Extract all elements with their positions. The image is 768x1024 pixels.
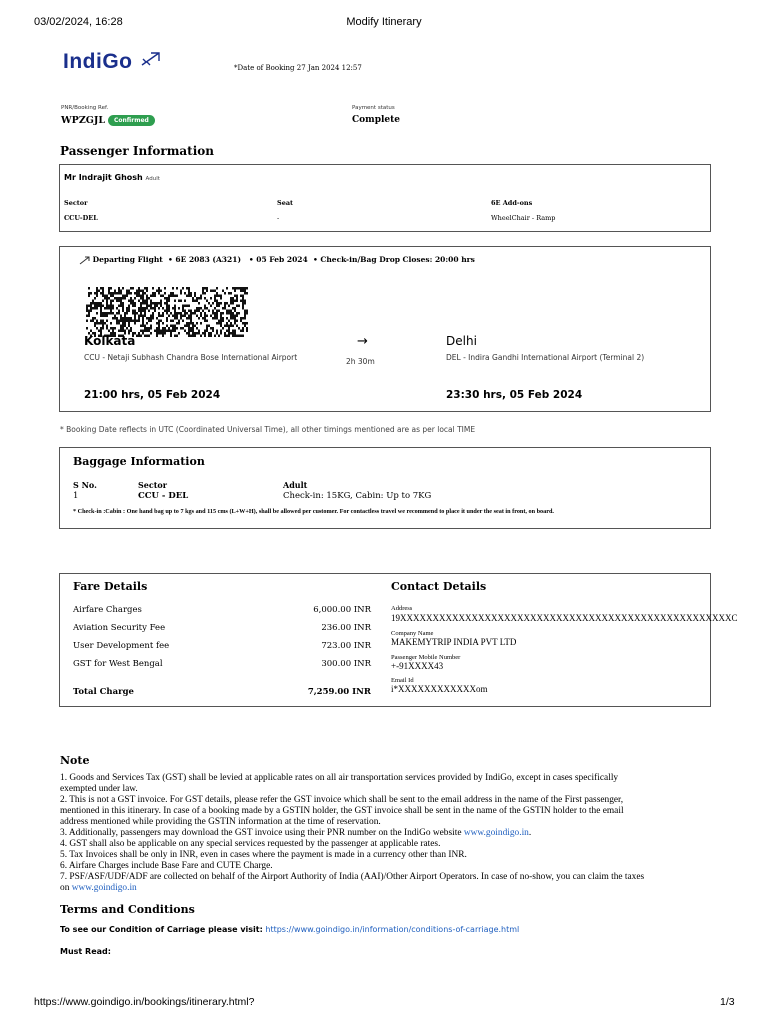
fare-item-label: Airfare Charges [73,605,142,615]
utc-note: * Booking Date reflects in UTC (Coordinated Universal Time), all other timings mentioned are as per local TIME [60,425,476,434]
page-title: Modify Itinerary [346,16,422,28]
date-of-booking: *Date of Booking 27 Jan 2024 12:57 [234,64,362,72]
note-item-3-text: 3. Additionally, passengers may download the GST invoice using their PNR number on the IndiGo website [60,828,462,838]
fare-item-amount: 236.00 INR [321,623,371,633]
goindigo-link-2[interactable]: www.goindigo.in [71,883,137,893]
addons-value: WheelChair - Ramp [491,214,556,222]
fare-item-label: GST for West Bengal [73,659,163,669]
addons-label: 6E Add-ons [491,199,533,207]
flight-number: • 6E 2083 (A321) [168,255,242,264]
fare-item-label: Aviation Security Fee [73,623,166,633]
mobile-value: +-91XXXX43 [391,661,444,671]
flight-header [79,255,475,265]
company-label: Company Name [391,630,434,637]
note-list [60,773,720,894]
note-item-7-cont [60,883,720,894]
note-item-5: 5. Tax Invoices shall be only in INR, even in cases where the payment is made in a currency other than INR. [60,850,467,860]
note-item-2-cont2: address mentioned while providing the GSTIN information at the time of reservation. [60,817,381,827]
print-page-number: 1/3 [720,996,735,1008]
to-airport: DEL - Indira Gandhi International Airport (Terminal 2) [446,353,645,362]
print-datetime: 03/02/2024, 16:28 [34,16,123,28]
address-label: Address [391,605,413,612]
baggage-col-sno: S No. [73,480,97,490]
departure-time: 21:00 hrs, 05 Feb 2024 [84,389,221,401]
fare-item-label: User Development fee [73,641,170,651]
note-item-1-cont: exempted under law. [60,784,138,794]
contact-heading: Contact Details [391,580,487,593]
note-item-3-end: . [528,828,532,838]
email-value: i*XXXXXXXXXXXXom [391,684,488,694]
pnr-label: PNR/Booking Ref. [61,105,109,111]
fare-item-amount: 300.00 INR [321,659,371,669]
baggage-sno: 1 [73,491,79,501]
baggage-card [59,447,711,529]
goindigo-link[interactable]: www.goindigo.in [463,828,529,838]
carriage-link[interactable]: https://www.goindigo.in/information/conditions-of-carriage.html [265,925,520,934]
note-item-6: 6. Airfare Charges include Base Fare and CUTE Charge. [60,861,273,871]
total-label: Total Charge [73,687,134,697]
flight-duration: 2h 30m [346,357,375,366]
fare-item-amount: 723.00 INR [321,641,371,651]
print-url: https://www.goindigo.in/bookings/itinerary.html? [34,996,255,1008]
note-item-2: 2. This is not a GST invoice. For GST details, please refer the GST invoice which shall be sent to the email address in the name of the First passenger, [60,795,624,805]
baggage-col-sector: Sector [138,480,167,490]
from-city: Kolkata [84,334,136,348]
carriage-label: To see our Condition of Carriage please visit: [60,925,263,934]
mobile-label: Passenger Mobile Number [391,654,461,661]
fare-heading: Fare Details [73,580,148,593]
arrow-icon: → [357,334,368,349]
company-value: MAKEMYTRIP INDIA PVT LTD [391,637,517,647]
note-heading: Note [60,754,90,767]
flight-label: Departing Flight [92,255,163,264]
checkin-close: • Check-in/Bag Drop Closes: 20:00 hrs [312,255,475,264]
barcode [86,287,248,337]
fare-item-amount: 6,000.00 INR [313,605,371,615]
fare-contact-card [59,573,738,707]
to-city: Delhi [446,334,477,348]
flight-date: • 05 Feb 2024 [248,255,308,264]
address-value: 19XXXXXXXXXXXXXXXXXXXXXXXXXXXXXXXXXXXXXXXXXXXXXXXXXXXC [391,613,738,623]
must-read: Must Read: [60,947,111,956]
indigo-logo [63,50,162,74]
passenger-type: Adult [145,176,160,182]
note-item-7: 7. PSF/ASF/UDF/ADF are collected on behalf of the Airport Authority of India (AAI)/Other Airport Operators. In case of no-show, you can claim the taxes [60,872,645,882]
seat-value: - [277,214,280,222]
plane-logo-icon [140,50,162,68]
flight-card [59,246,711,412]
sector-label: Sector [64,199,88,207]
seat-label: Seat [277,199,294,207]
sector-value: CCU-DEL [64,214,98,222]
note-item-4: 4. GST shall also be applicable on any special services requested by the passenger at applicable rates. [60,839,441,849]
payment-status-value: Complete [352,115,401,125]
note-item-2-cont: mentioned in this itinerary. In case of a booking made by a GSTIN holder, the GST invoice shall be sent in the name of the GSTIN holder to the email [60,806,624,816]
carriage-line [60,925,519,934]
baggage-sector: CCU - DEL [138,491,189,501]
baggage-heading: Baggage Information [73,455,205,468]
status-badge: Confirmed [108,115,155,126]
baggage-footnote: * Check-in :Cabin : One hand bag up to 7 kgs and 115 cms (L+W+H), shall be allowed per customer. For contactless travel we recommend to place it under the seat in front, on board. [73,508,554,515]
passenger-name-text: Mr Indrajit Ghosh [64,173,143,182]
passenger-info-heading: Passenger Information [60,144,215,158]
email-label: Email Id [391,677,414,684]
payment-status-label: Payment status [352,105,395,111]
note-item-1: 1. Goods and Services Tax (GST) shall be levied at applicable rates on all air transportation services provided by IndiGo, except in cases specifically [60,773,619,783]
total-amount: 7,259.00 INR [307,687,371,697]
note-item-3 [60,828,720,839]
from-airport: CCU - Netaji Subhash Chandra Bose International Airport [84,353,298,362]
arrival-time: 23:30 hrs, 05 Feb 2024 [446,389,583,401]
passenger-name [64,173,160,182]
baggage-allowance: Check-in: 15KG, Cabin: Up to 7KG [283,491,432,501]
logo-text: IndiGo [63,50,133,73]
baggage-col-adult: Adult [283,480,308,490]
terms-heading: Terms and Conditions [60,903,195,916]
note-item-7-on: on [60,883,70,893]
plane-icon [79,256,90,265]
pnr-value: WPZGJL [61,115,106,126]
passenger-info-card [59,164,711,232]
